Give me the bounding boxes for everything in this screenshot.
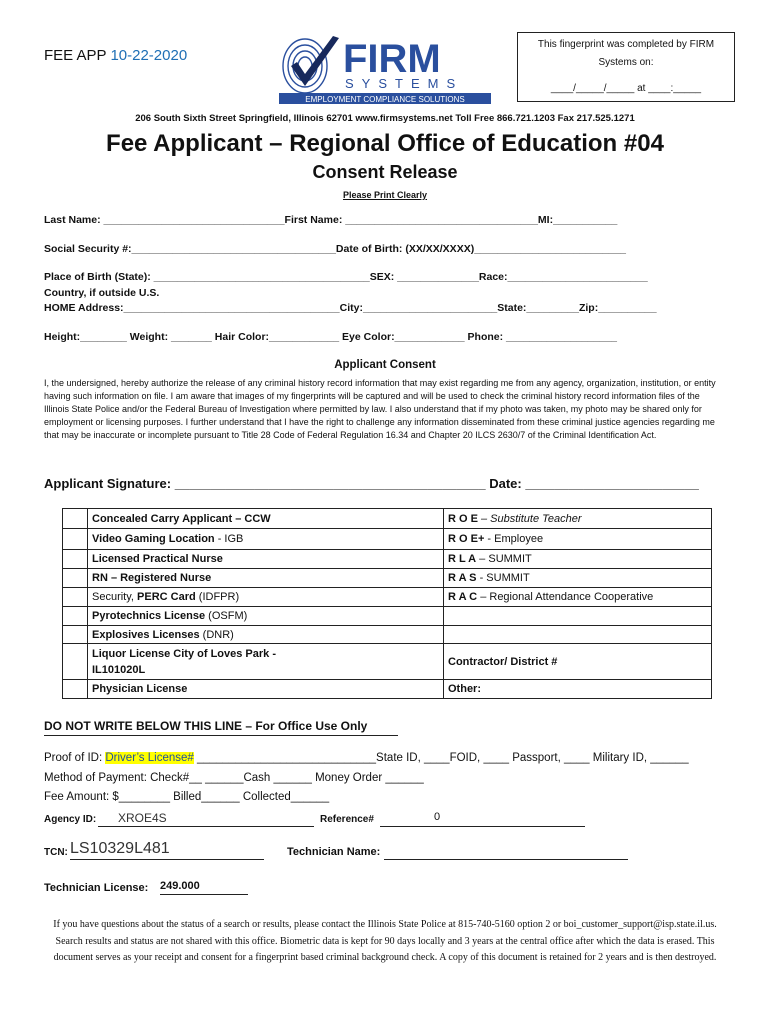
checkbox-cell[interactable] bbox=[63, 680, 88, 699]
category-cell: Security, PERC Card (IDFPR) bbox=[88, 588, 444, 607]
technician-name-field[interactable] bbox=[384, 845, 628, 860]
home-address-fields[interactable]: HOME Address:_____________________________________City:_______________________State:_________Zip:__________ bbox=[44, 302, 657, 314]
logo-firm-text: FIRM bbox=[343, 37, 441, 81]
checkbox-cell[interactable] bbox=[63, 588, 88, 607]
logo-tagline: EMPLOYMENT COMPLIANCE SOLUTIONS bbox=[305, 95, 465, 104]
page-title: Fee Applicant – Regional Office of Education #04 bbox=[106, 130, 664, 157]
code-cell: R O E – Substitute Teacher bbox=[444, 509, 712, 529]
fee-amount-field[interactable]: Fee Amount: $________ Billed______ Collected______ bbox=[44, 791, 330, 803]
code-cell: R A C – Regional Attendance Cooperative bbox=[444, 588, 712, 607]
birthplace-sex-race-fields[interactable]: Place of Birth (State): _____________________________________SEX: ______________Race:________________________ bbox=[44, 271, 648, 283]
contractor-district-cell[interactable]: Contractor/ District # bbox=[444, 644, 712, 680]
table-row[interactable] bbox=[63, 509, 712, 529]
ssn-dob-fields[interactable]: Social Security #:___________________________________Date of Birth: (XX/XX/XXXX)__________________________ bbox=[44, 243, 627, 255]
fee-app-text: FEE APP bbox=[44, 47, 107, 64]
drivers-license-highlight: Driver’s License# bbox=[105, 752, 194, 764]
checkbox-cell[interactable] bbox=[63, 626, 88, 644]
checkbox-cell[interactable] bbox=[63, 529, 88, 550]
checkbox-cell[interactable] bbox=[63, 644, 88, 680]
category-cell: Video Gaming Location - IGB bbox=[88, 529, 444, 550]
checkbox-cell[interactable] bbox=[63, 607, 88, 626]
physical-description-fields[interactable]: Height:________ Weight: _______ Hair Color:____________ Eye Color:____________ Phone: ___________________ bbox=[44, 331, 618, 343]
agency-id-value[interactable]: XROE4S bbox=[98, 811, 314, 827]
footer-note: If you have questions about the status of a search or results, please contact the Illinois State Police at 815-740-5160 option 2 or boi_customer_support@isp.state.il.us. Search results and status are not shared with this office. Biometric data is kept for 90 days locally and 3 years at the central office after which the data is erased. This document serves as your receipt and consent for a fingerprint based criminal background check. A copy of this document is retained for 2 years and is then destroyed. bbox=[53, 919, 717, 963]
tcn-label: TCN: bbox=[44, 847, 68, 858]
reference-value[interactable]: 0 bbox=[380, 811, 585, 827]
fingerprint-box-date-field[interactable]: ____/_____/_____ at ____:_____ bbox=[550, 83, 702, 94]
fingerprint-box-line2: Systems on: bbox=[598, 57, 654, 68]
print-clearly-note: Please Print Clearly bbox=[342, 190, 428, 200]
applicant-consent-text: I, the undersigned, hereby authorize the release of any criminal history record information that may exist regarding me from any agency, organization, institution, or entity having such information on file. I am aware that images of my fingerprints will be captured and will be used to check the criminal history record information files of the Illinois State Police and/or the Federal Bureau of Investigation where permitted by law. I also understand that if my photo was taken, my photo may be shared only for employment or licensing purposes. I further understand that I have the right to challenge any information disseminated from these criminal justice agencies regarding me that may be inaccurate or incomplete pursuant to Title 28 Code of Federal Regulation 16.34 and Chapter 20 ILCS 2630/7 of the Criminal Identification Act. bbox=[44, 378, 716, 440]
applicant-consent-heading: Applicant Consent bbox=[334, 359, 436, 371]
table-row[interactable] bbox=[63, 550, 712, 569]
table-row[interactable] bbox=[63, 588, 712, 607]
tcn-value[interactable]: LS10329L481 bbox=[70, 840, 264, 860]
table-row[interactable] bbox=[63, 569, 712, 588]
code-cell bbox=[444, 607, 712, 626]
proof-of-id-field[interactable]: Proof of ID: Driver’s License# ____________________________State ID, ____FOID, ____ Passport, ____ Military ID, ______ bbox=[44, 752, 689, 764]
table-row[interactable] bbox=[63, 529, 712, 550]
code-cell: R A S - SUMMIT bbox=[444, 569, 712, 588]
code-cell bbox=[444, 626, 712, 644]
fingerprint-completion-box bbox=[517, 32, 735, 102]
table-row[interactable] bbox=[63, 626, 712, 644]
agency-id-label: Agency ID: bbox=[44, 814, 97, 825]
company-address: 206 South Sixth Street Springfield, Illinois 62701 www.firmsystems.net Toll Free 866.721.1203 Fax 217.525.1271 bbox=[135, 113, 635, 124]
office-use-divider bbox=[44, 735, 398, 736]
payment-method-field[interactable]: Method of Payment: Check#__ ______Cash ______ Money Order ______ bbox=[44, 772, 424, 784]
table-row[interactable] bbox=[63, 680, 712, 699]
name-fields[interactable]: Last Name: _______________________________First Name: _________________________________MI:___________ bbox=[44, 214, 618, 226]
firm-systems-logo bbox=[275, 32, 493, 106]
category-cell: Explosives Licenses (DNR) bbox=[88, 626, 444, 644]
checkbox-cell[interactable] bbox=[63, 550, 88, 569]
code-cell: R L A – SUMMIT bbox=[444, 550, 712, 569]
category-cell: Concealed Carry Applicant – CCW bbox=[88, 509, 444, 529]
category-cell: RN – Registered Nurse bbox=[88, 569, 444, 588]
category-cell: Pyrotechnics License (OSFM) bbox=[88, 607, 444, 626]
office-use-heading: DO NOT WRITE BELOW THIS LINE – For Office Use Only bbox=[44, 719, 368, 733]
category-cell: Licensed Practical Nurse bbox=[88, 550, 444, 569]
checkbox-cell[interactable] bbox=[63, 569, 88, 588]
fee-app-date: 10-22-2020 bbox=[110, 47, 188, 64]
other-cell[interactable]: Other: bbox=[444, 680, 712, 699]
category-cell: Physician License bbox=[88, 680, 444, 699]
logo-systems-text: SYSTEMS bbox=[345, 76, 464, 91]
country-field[interactable]: Country, if outside U.S. bbox=[44, 287, 160, 299]
table-row[interactable] bbox=[63, 607, 712, 626]
technician-license-value[interactable]: 249.000 bbox=[160, 880, 248, 895]
code-cell: R O E+ - Employee bbox=[444, 529, 712, 550]
applicant-signature-field[interactable]: Applicant Signature: ___________________________________________ Date: ________________________ bbox=[44, 476, 699, 491]
applicant-category-table bbox=[62, 508, 712, 699]
technician-name-label: Technician Name: bbox=[287, 846, 381, 858]
table-row[interactable] bbox=[63, 644, 712, 680]
page-subtitle: Consent Release bbox=[312, 162, 458, 182]
technician-license-label: Technician License: bbox=[44, 882, 149, 894]
category-cell: Liquor License City of Loves Park - IL101020L bbox=[88, 644, 444, 680]
fingerprint-box-line1: This fingerprint was completed by FIRM bbox=[537, 39, 715, 50]
reference-label: Reference# bbox=[320, 814, 374, 825]
fee-app-label bbox=[44, 47, 187, 64]
checkbox-cell[interactable] bbox=[63, 509, 88, 529]
